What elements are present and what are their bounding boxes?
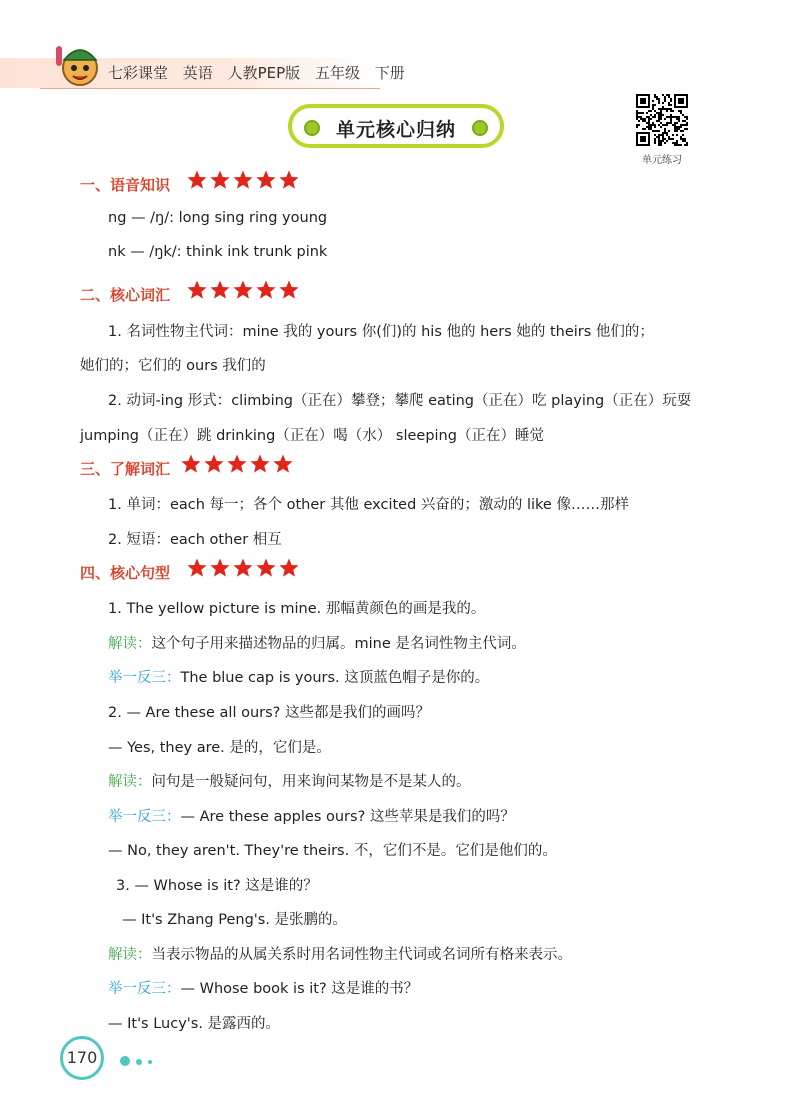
pattern-line [108,1012,280,1033]
star-rating [186,279,301,303]
pattern-line [122,908,347,929]
pattern-line [108,701,430,722]
decor-dot-icon [148,1060,152,1064]
star-icon [180,453,202,475]
decor-dot-icon [136,1059,142,1065]
decor-dot-icon [120,1056,130,1066]
star-icon [272,453,294,475]
star-rating [180,453,295,477]
pattern-text: 3. — Whose is it? 这是谁的？ [116,878,318,894]
qr-label: 单元练习 [642,155,682,166]
pattern-line [108,736,331,757]
star-icon [226,453,248,475]
star-icon [255,557,277,579]
pattern-line [108,839,557,860]
example-label: 举一反三： [108,670,181,686]
pattern-text: — It's Zhang Peng's. 是张鹏的。 [122,912,348,928]
star-icon [186,557,208,579]
qr-code-icon[interactable] [636,94,688,146]
star-icon [209,279,231,301]
page-number: 170 [60,1036,104,1080]
section-title-phonics: 一、语音知识 [80,176,171,194]
star-rating [186,169,301,193]
star-icon [255,169,277,191]
pattern-line [116,874,318,895]
phonics-line: nk — /ŋk/: think ink trunk pink [108,244,328,260]
pattern-line [108,770,471,791]
header-title [108,62,415,83]
pattern-text: 当表示物品的从属关系时用名词性物主代词或名词所有格来表示。 [151,947,572,963]
pattern-text: 1. The yellow picture is mine. 那幅黄颜色的画是我的。 [108,601,486,617]
pattern-text: The blue cap is yours. 这顶蓝色帽子是你的。 [180,670,490,686]
example-label: 举一反三： [108,809,181,825]
star-icon [232,557,254,579]
pattern-text: 问句是一般疑问句，用来询问某物是不是某人的。 [151,774,471,790]
vocab-line: 她们的；它们的 ours 我们的 [80,358,266,374]
page-title: 单元核心归纳 [335,119,456,141]
pattern-line [108,977,418,998]
star-icon [209,169,231,191]
header-subject: 英语 [182,64,213,82]
header-series: 七彩课堂 [108,64,169,82]
vocab-line: 1. 名词性物主代词：mine 我的 yours 你(们)的 his 他的 hers 她的 theirs 他们的； [108,324,654,340]
header-volume: 下册 [374,64,405,82]
section-title-pill [288,104,504,148]
star-icon [203,453,225,475]
pattern-text: 这个句子用来描述物品的归属。mine 是名词性物主代词。 [151,636,526,652]
star-icon [249,453,271,475]
pattern-text: — No, they aren't. They're theirs. 不，它们不是。它们是他们的。 [108,843,557,859]
pattern-text: — Are these apples ours? 这些苹果是我们的吗？ [180,809,515,825]
analysis-label: 解读： [108,774,152,790]
vocab-line: jumping（正在）跳 drinking（正在）喝（水） sleeping（正在）睡觉 [80,428,544,444]
pattern-text: — Whose book is it? 这是谁的书？ [180,981,419,997]
star-rating [186,557,301,581]
star-icon [232,279,254,301]
pattern-text: 2. — Are these all ours? 这些都是我们的画吗？ [108,705,430,721]
section-title-core-vocab: 二、核心词汇 [80,286,171,304]
header-grade: 五年级 [314,64,360,82]
star-icon [278,279,300,301]
star-icon [278,169,300,191]
section-title-sentence-patterns: 四、核心句型 [80,564,171,582]
star-icon [186,169,208,191]
pattern-line [108,666,489,687]
pattern-line [108,632,526,653]
vocab-line: 2. 动词-ing 形式：climbing（正在）攀登；攀爬 eating（正在）吃 playing（正在）玩耍 [108,393,692,409]
mascot-icon [52,38,108,94]
star-icon [186,279,208,301]
star-icon [209,557,231,579]
analysis-label: 解读： [108,636,152,652]
example-label: 举一反三： [108,981,181,997]
header-edition: 人教PEP版 [227,64,301,82]
pattern-line [108,943,572,964]
star-icon [232,169,254,191]
section-title-extra-vocab: 三、了解词汇 [80,460,171,478]
extra-vocab-line: 2. 短语：each other 相互 [108,532,282,548]
pattern-text: — It's Lucy's. 是露西的。 [108,1016,281,1032]
star-icon [255,279,277,301]
extra-vocab-line: 1. 单词：each 每一；各个 other 其他 excited 兴奋的；激动的 like 像……那样 [108,497,629,513]
pattern-line [108,805,515,826]
phonics-line: ng — /ŋ/: long sing ring young [108,210,328,226]
pattern-line [108,597,485,618]
analysis-label: 解读： [108,947,152,963]
pattern-text: — Yes, they are. 是的，它们是。 [108,740,331,756]
star-icon [278,557,300,579]
